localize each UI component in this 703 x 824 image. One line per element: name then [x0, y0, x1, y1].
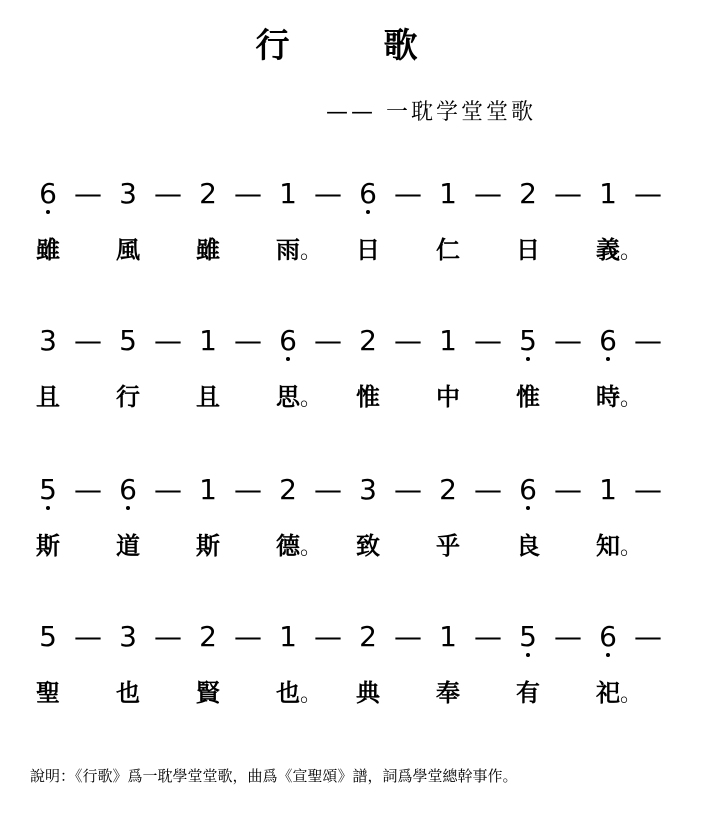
- low-octave-dot: [526, 653, 530, 657]
- note: [110, 176, 146, 212]
- lyric-char: 祀 。: [590, 677, 626, 709]
- beat-dash: —: [74, 324, 102, 357]
- lyric-line: [30, 530, 675, 570]
- note-number: 2: [199, 177, 217, 210]
- beat-dash: —: [234, 177, 262, 210]
- low-octave-dot: [286, 357, 290, 361]
- note-number: 2: [199, 620, 217, 653]
- beat-dash: —: [154, 177, 182, 210]
- note-number: 6: [39, 177, 57, 210]
- lyric-char: 斯: [196, 532, 220, 560]
- beat-dash: —: [554, 177, 582, 210]
- lyric-char: 風: [116, 236, 140, 264]
- lyric-char: 行: [116, 383, 140, 411]
- notation-line: [30, 472, 675, 522]
- lyric-char: 聖: [36, 679, 60, 707]
- note: [350, 619, 386, 655]
- beat-dash: —: [634, 473, 662, 506]
- note: [270, 619, 306, 655]
- note: [190, 323, 226, 359]
- note: [270, 472, 306, 508]
- beat-dash: —: [234, 324, 262, 357]
- lyric-char: 賢: [196, 679, 220, 707]
- beat-dash: —: [554, 473, 582, 506]
- note-number: 3: [359, 473, 377, 506]
- beat-dash: —: [314, 620, 342, 653]
- lyric-char: 惟: [356, 383, 380, 411]
- beat-dash: —: [634, 620, 662, 653]
- lyric-char: 也 。: [270, 677, 306, 709]
- punctuation-mark: 。: [300, 682, 323, 707]
- punctuation-mark: 。: [620, 386, 643, 411]
- low-octave-dot: [526, 357, 530, 361]
- note-number: 1: [599, 177, 617, 210]
- note: [430, 323, 466, 359]
- note: [430, 619, 466, 655]
- note: [190, 472, 226, 508]
- note-number: 1: [439, 324, 457, 357]
- note: [190, 619, 226, 655]
- beat-dash: —: [474, 177, 502, 210]
- note-number: 6: [359, 177, 377, 210]
- beat-dash: —: [314, 177, 342, 210]
- punctuation-mark: 。: [300, 535, 323, 560]
- note: [110, 323, 146, 359]
- low-octave-dot: [46, 506, 50, 510]
- lyric-char: 雖: [196, 236, 220, 264]
- lyric-char: 雨 。: [270, 234, 306, 266]
- low-octave-dot: [46, 210, 50, 214]
- lyric-char: 斯: [36, 532, 60, 560]
- beat-dash: —: [234, 620, 262, 653]
- notation-line: [30, 619, 675, 669]
- beat-dash: —: [634, 324, 662, 357]
- note: [190, 176, 226, 212]
- verse: [30, 323, 675, 421]
- beat-dash: —: [74, 177, 102, 210]
- note: [590, 472, 626, 508]
- note-number: 3: [39, 324, 57, 357]
- note-number: 6: [279, 324, 297, 357]
- lyric-line: [30, 677, 675, 717]
- lyric-char: 致: [356, 532, 380, 560]
- note: [430, 176, 466, 212]
- note-number: 1: [279, 177, 297, 210]
- note-number: 5: [39, 620, 57, 653]
- lyric-char: 仁: [436, 236, 460, 264]
- note-number: 3: [119, 177, 137, 210]
- lyric-char: 良: [516, 532, 540, 560]
- lyric-char: 知 。: [590, 530, 626, 562]
- note: [350, 472, 386, 508]
- note: [590, 323, 626, 359]
- punctuation-mark: 。: [300, 239, 323, 264]
- notation-line: [30, 323, 675, 373]
- note: [30, 176, 66, 212]
- beat-dash: —: [474, 620, 502, 653]
- note-number: 2: [359, 620, 377, 653]
- verse: [30, 619, 675, 717]
- song-subtitle: —— 一耽学堂堂歌: [326, 100, 536, 125]
- note-number: 5: [39, 473, 57, 506]
- lyric-char: 且: [196, 383, 220, 411]
- beat-dash: —: [474, 324, 502, 357]
- note: [590, 176, 626, 212]
- note-number: 1: [279, 620, 297, 653]
- beat-dash: —: [154, 473, 182, 506]
- verse: [30, 176, 675, 274]
- low-octave-dot: [366, 210, 370, 214]
- beat-dash: —: [314, 324, 342, 357]
- lyric-line: [30, 381, 675, 421]
- beat-dash: —: [154, 324, 182, 357]
- note: [30, 472, 66, 508]
- punctuation-mark: 。: [300, 386, 323, 411]
- note: [350, 323, 386, 359]
- lyric-char: 典: [356, 679, 380, 707]
- lyric-char: 思 。: [270, 381, 306, 413]
- footnote: 說明：《行歌》爲一耽學堂堂歌，曲爲《宣聖頌》譜，詞爲學堂總幹事作。: [30, 767, 518, 785]
- low-octave-dot: [606, 357, 610, 361]
- lyric-char: 義 。: [590, 234, 626, 266]
- lyric-char: 雖: [36, 236, 60, 264]
- note-number: 1: [439, 620, 457, 653]
- note-number: 5: [519, 324, 537, 357]
- beat-dash: —: [474, 473, 502, 506]
- notation-line: [30, 176, 675, 226]
- note-number: 3: [119, 620, 137, 653]
- note-number: 2: [519, 177, 537, 210]
- note: [350, 176, 386, 212]
- note: [510, 619, 546, 655]
- note: [30, 323, 66, 359]
- note: [510, 176, 546, 212]
- note: [510, 323, 546, 359]
- note-number: 5: [519, 620, 537, 653]
- note-number: 6: [519, 473, 537, 506]
- note-number: 5: [119, 324, 137, 357]
- note: [30, 619, 66, 655]
- note-number: 6: [119, 473, 137, 506]
- note-number: 1: [439, 177, 457, 210]
- beat-dash: —: [154, 620, 182, 653]
- lyric-char: 道: [116, 532, 140, 560]
- note: [510, 472, 546, 508]
- punctuation-mark: 。: [620, 535, 643, 560]
- verse: [30, 472, 675, 570]
- lyric-char: 奉: [436, 679, 460, 707]
- lyric-char: 也: [116, 679, 140, 707]
- lyric-char: 中: [436, 383, 460, 411]
- note: [110, 619, 146, 655]
- beat-dash: —: [394, 473, 422, 506]
- note-number: 1: [599, 473, 617, 506]
- lyric-char: 惟: [516, 383, 540, 411]
- lyric-char: 日: [516, 236, 540, 264]
- beat-dash: —: [394, 324, 422, 357]
- note-number: 2: [439, 473, 457, 506]
- note: [430, 472, 466, 508]
- lyric-char: 德 。: [270, 530, 306, 562]
- note: [270, 323, 306, 359]
- beat-dash: —: [634, 177, 662, 210]
- lyric-line: [30, 234, 675, 274]
- beat-dash: —: [74, 620, 102, 653]
- note: [270, 176, 306, 212]
- low-octave-dot: [606, 653, 610, 657]
- note: [590, 619, 626, 655]
- lyric-char: 且: [36, 383, 60, 411]
- beat-dash: —: [314, 473, 342, 506]
- beat-dash: —: [554, 324, 582, 357]
- note-number: 6: [599, 324, 617, 357]
- note-number: 2: [279, 473, 297, 506]
- low-octave-dot: [126, 506, 130, 510]
- punctuation-mark: 。: [620, 239, 643, 264]
- note: [110, 472, 146, 508]
- punctuation-mark: 。: [620, 682, 643, 707]
- note-number: 1: [199, 324, 217, 357]
- beat-dash: —: [394, 177, 422, 210]
- beat-dash: —: [234, 473, 262, 506]
- note-number: 6: [599, 620, 617, 653]
- beat-dash: —: [74, 473, 102, 506]
- low-octave-dot: [526, 506, 530, 510]
- lyric-char: 乎: [436, 532, 460, 560]
- beat-dash: —: [394, 620, 422, 653]
- note-number: 2: [359, 324, 377, 357]
- note-number: 1: [199, 473, 217, 506]
- beat-dash: —: [554, 620, 582, 653]
- lyric-char: 日: [356, 236, 380, 264]
- lyric-char: 時 。: [590, 381, 626, 413]
- lyric-char: 有: [516, 679, 540, 707]
- song-title: 行 歌: [255, 26, 448, 66]
